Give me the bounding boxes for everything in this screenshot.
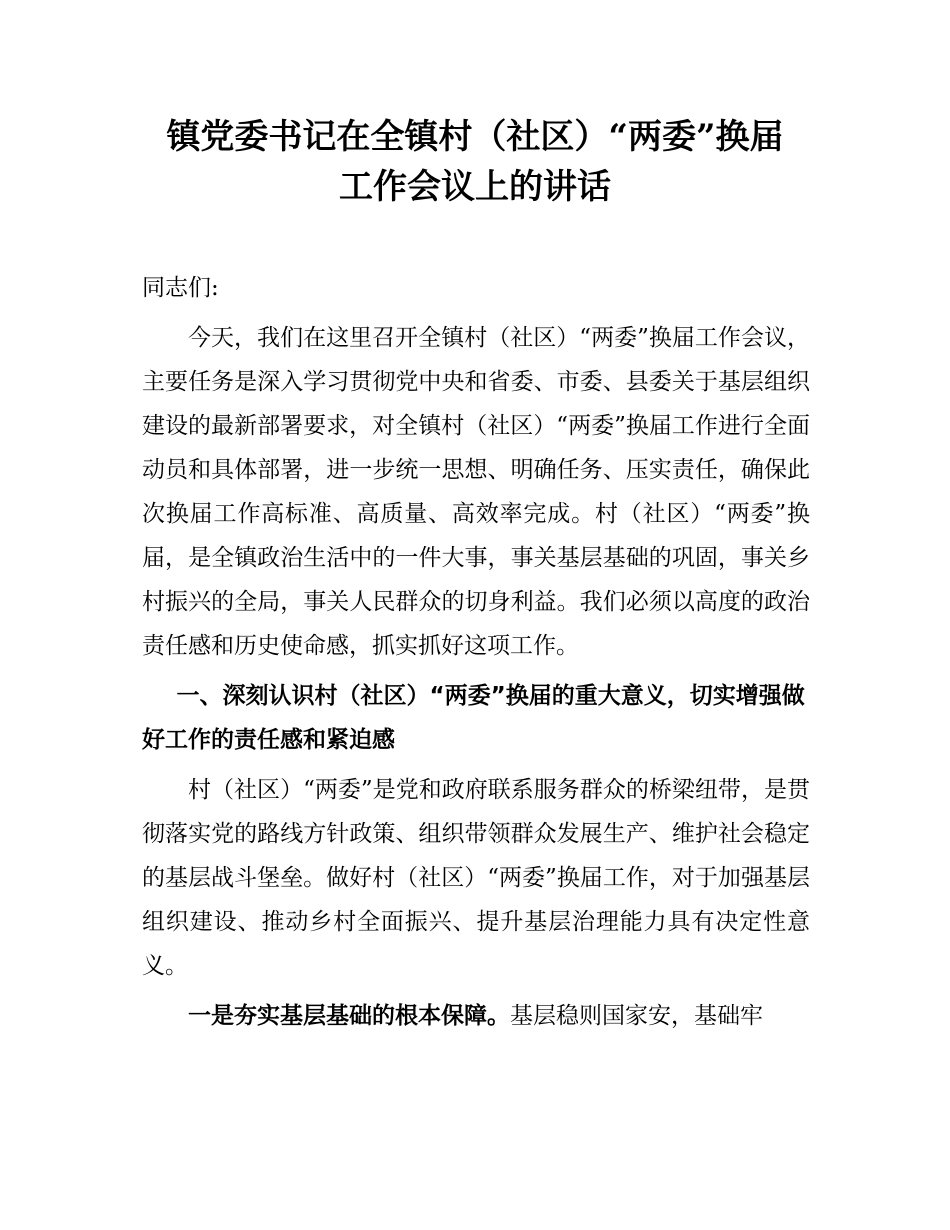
intro-paragraph: 今天，我们在这里召开全镇村（社区）“两委”换届工作会议，主要任务是深入学习贯彻党中央和省委、市委、县委关于基层组织建设的最新部署要求，对全镇村（社区）“两委”换届工作进行全面动员和具体部署，进一步统一思想、明确任务、压实责任，确保此次换届工作高标准、高质量、高效率完成。村（社区）“两委”换届，是全镇政治生活中的一件大事，事关基层基础的巩固，事关乡村振兴的全局，事关人民群众的切身利益。我们必须以高度的政治责任感和历史使命感，抓实抓好这项工作。 <box>142 325 810 659</box>
section-1-paragraph: 村（社区）“两委”是党和政府联系服务群众的桥梁纽带，是贯彻落实党的路线方针政策、组织带领群众发展生产、维护社会稳定的基层战斗堡垒。做好村（社区）“两委”换届工作，对于加强基层组织建设、推动乡村全面振兴、提升基层治理能力具有决定性意义。 <box>142 777 810 979</box>
point-1-lead: 一是夯实基层基础的根本保障。 <box>188 1003 510 1029</box>
title-line-1: 镇党委书记在全镇村（社区）“两委”换届 <box>166 117 784 157</box>
document-title <box>100 112 850 212</box>
salutation: 同志们: <box>142 275 219 301</box>
section-heading-1: 一、深刻认识村（社区）“两委”换届的重大意义，切实增强做好工作的责任感和紧迫感 <box>142 683 805 753</box>
point-1-paragraph <box>142 994 810 1038</box>
title-line-2: 工作会议上的讲话 <box>339 167 611 207</box>
document-body <box>142 266 810 1044</box>
point-1-text: 基层稳则国家安，基础牢 <box>510 1003 763 1029</box>
